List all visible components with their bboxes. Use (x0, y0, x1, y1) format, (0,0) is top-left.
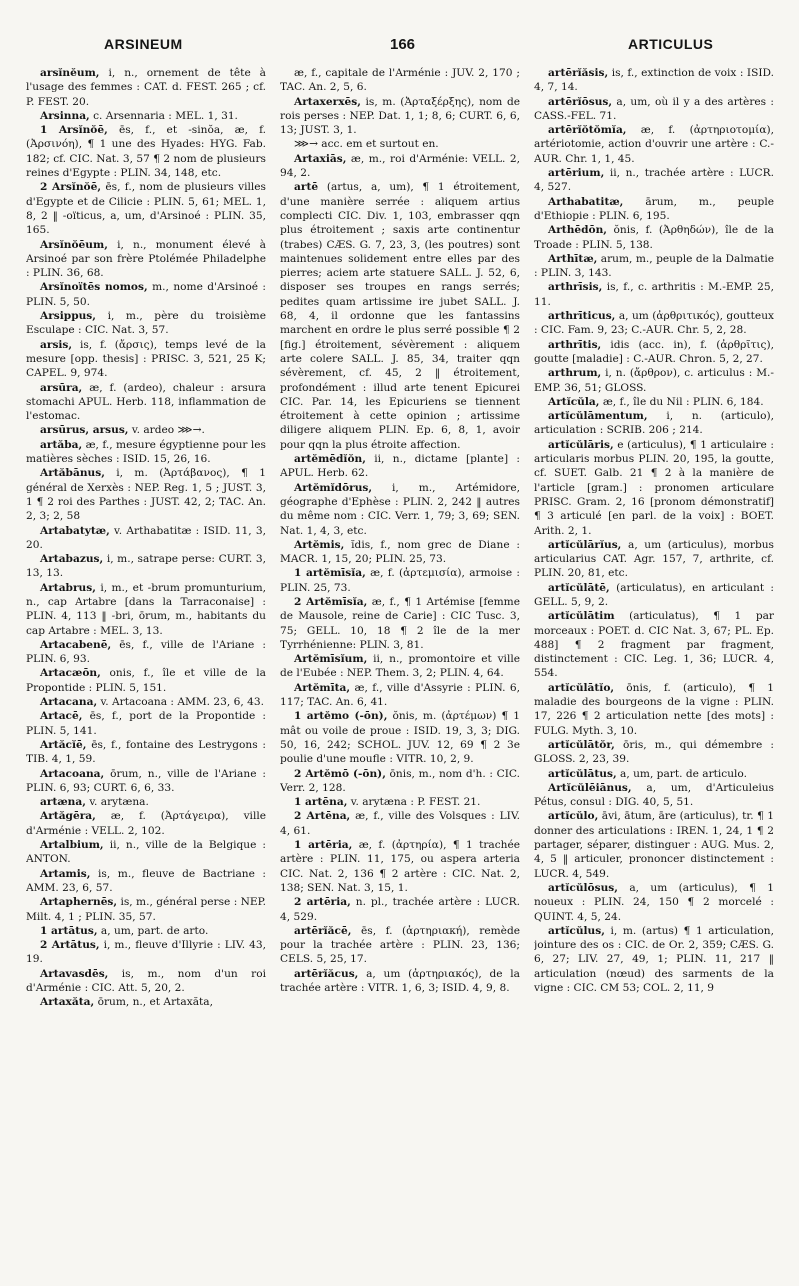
dictionary-entry (534, 280, 774, 309)
entry-headword: 1 artēria, (294, 839, 353, 852)
entry-headword: Artabatytæ, (40, 524, 110, 537)
entry-definition: ōnis, m., nom d'h. : CIC. Verr. 2, 128. (280, 767, 520, 794)
dictionary-entry (280, 595, 520, 652)
dictionary-entry (26, 709, 266, 738)
entry-definition: ēs, f. (ἀρτηριακή), remède pour la trachée artère : PLIN. 23, 136; CELS. 5, 25, 17. (280, 924, 520, 966)
entry-headword: 1 artĕmo (-ōn), (294, 710, 388, 723)
entry-headword: arthrīticus, (548, 310, 616, 323)
entry-headword: artērĭōsus, (548, 95, 613, 108)
entry-headword: Artaxerxēs, (294, 95, 361, 108)
dictionary-entry (280, 838, 520, 895)
entry-definition: a, um, part. de articulo. (620, 767, 747, 780)
dictionary-entry (280, 152, 520, 181)
dictionary-entry (26, 767, 266, 796)
entry-definition: æ, f., capitale de l'Arménie : JUV. 2, 170 ; TAC. An. 2, 5, 6. (280, 67, 520, 94)
entry-definition: ōrum, n., ville de l'Ariane : PLIN. 6, 93; CURT. 6, 6, 33. (26, 767, 266, 794)
dictionary-entry (26, 995, 266, 1009)
entry-definition: ēs, f., fontaine des Lestrygons : TIB. 4, 1, 59. (26, 738, 266, 766)
dictionary-entry (26, 867, 266, 896)
dictionary-entry (280, 967, 520, 996)
entry-definition: ēs, f., ville de l'Ariane : PLIN. 6, 93. (26, 638, 266, 666)
column-left (26, 66, 266, 1010)
entry-definition: ōrum, n., et Artaxăta, (97, 996, 213, 1009)
dictionary-entry (26, 638, 266, 667)
page-header (26, 36, 777, 66)
entry-definition: v. ardeo ⋙→. (131, 424, 205, 437)
entry-definition: is, m. (Ἀρταξέρξης), nom de rois perses : NEP. Dat. 1, 1; 8, 6; CURT. 6, 6, 13; JUST. 3, 1. (280, 95, 520, 137)
entry-definition: arum, m., peuple de la Dalmatie : PLIN. 3, 143. (534, 252, 774, 280)
dictionary-entry (280, 566, 520, 595)
entry-headword: artērium, (548, 167, 605, 180)
entry-definition: ĭdis, f., nom grec de Diane : MACR. 1, 15, 20; PLIN. 25, 73. (280, 538, 520, 566)
dictionary-entry (26, 381, 266, 424)
entry-headword: artĭcŭlātim (548, 610, 615, 623)
entry-definition: is, f., extinction de voix : ISID. 4, 7, 14. (534, 67, 774, 94)
dictionary-entry (280, 924, 520, 967)
entry-headword: Artacæōn, (40, 667, 101, 680)
text-columns (26, 66, 777, 1010)
dictionary-entry (280, 452, 520, 481)
entry-headword: Arsippus, (40, 310, 96, 323)
entry-definition: i, n. (articulo), articulation : SCRIB. 206 ; 214. (534, 410, 774, 437)
entry-definition: æ, f. (Ἀρτάγειρα), ville d'Arménie : VELL. 2, 102. (26, 810, 266, 837)
entry-headword: artĭcŭlo, (548, 810, 599, 823)
entry-headword: Artabazus, (40, 553, 104, 566)
entry-headword: artērĭŏtŏmĭa, (548, 124, 627, 137)
entry-definition: a, um (articulus), ¶ 1 noueux : PLIN. 24, 150 ¶ 2 morcelé : QUINT. 4, 5, 24. (534, 881, 774, 923)
entry-definition: a, um, d'Articuleius Pétus, consul : DIG. 40, 5, 51. (534, 781, 774, 809)
dictionary-entry (534, 366, 774, 395)
entry-definition: e (articulus), ¶ 1 articulaire : articularis morbus PLIN. 20, 195, la goutte, cf. SUET. Galb. 21 ¶ 2 à la manière de l'article [gram.] : pronomen articulare PRISC. Gram. 2, 16 [pronom démonstratif] ¶ 3 articulé [en parl. de la voix] : BOET. Arith. 2, 1. (534, 438, 774, 537)
entry-headword: 1 artēna, (294, 796, 348, 809)
dictionary-entry (280, 709, 520, 766)
entry-definition: i, m., et -brum promunturium, n., cap Artabre [dans la Tarraconaise] : PLIN. 4, 113 ‖ -bri, ōrum, m., habitants du cap Artabre : MEL. 3, 13. (26, 581, 266, 637)
entry-headword: 1 artātus, (40, 924, 98, 937)
entry-headword: artĕmēdĭŏn, (294, 453, 366, 466)
entry-definition: v. Artacoana : AMM. 23, 6, 43. (100, 696, 264, 709)
dictionary-entry (280, 652, 520, 681)
entry-headword: Artacana, (40, 696, 98, 709)
dictionary-entry (280, 681, 520, 710)
entry-definition: i, m. (Ἀρτάβανος), ¶ 1 général de Xerxès : NEP. Reg. 1, 5 ; JUST. 3, 1 ¶ 2 roi des Parthes : JUST. 42, 2; TAC. An. 2, 3; 2, 58 (26, 467, 266, 523)
entry-headword: Artĕmĭdōrus, (294, 481, 373, 494)
entry-definition: ēs, f., et -sinŏa, æ, f. (Ἀρσινόη), ¶ 1 une des Hyades: HYG. Fab. 182; cf. CIC. Nat. 3, 57 ¶ 2 nom de plusieurs reines d'Egypte : PLIN. 34, 148, etc. (26, 124, 266, 180)
entry-headword: artē (294, 181, 319, 194)
entry-definition: is, m., nom d'un roi d'Arménie : CIC. Att. 5, 20, 2. (26, 967, 266, 994)
entry-definition: æ, f., ville d'Assyrie : PLIN. 6, 117; TAC. An. 6, 41. (280, 681, 520, 709)
entry-headword: 2 Artĕmō (-ōn), (294, 767, 386, 780)
dictionary-entry (26, 309, 266, 338)
entry-headword: 1 artĕmīsĭa, (294, 567, 366, 580)
dictionary-entry (26, 738, 266, 767)
dictionary-entry (534, 738, 774, 767)
dictionary-entry (26, 280, 266, 309)
dictionary-entry (534, 581, 774, 610)
entry-headword: arsūra, (40, 381, 83, 394)
entry-headword: artĭcŭlātĭo, (548, 681, 615, 694)
entry-headword: Arsinna, (40, 109, 90, 122)
entry-headword: artērĭăcus, (294, 967, 359, 980)
entry-headword: artĭcŭlātus, (548, 767, 617, 780)
entry-definition: (articulatus), ¶ 1 par morceaux : POET. d. CIC Nat. 3, 67; PL. Ep. 488] ¶ 2 fragment par fragment, distinctement : CIC. Leg. 1, 36; LUCR. 4, 554. (534, 610, 774, 680)
entry-definition: æ, f. (ἀρτηριοτομία), artériotomie, action d'ouvrir une artère : C.-AUR. Chr. 1, 1, 45. (534, 124, 774, 165)
dictionary-entry (280, 809, 520, 838)
entry-definition: a, um (ἀρτηριακός), de la trachée artère : VITR. 1, 6, 3; ISID. 4, 9, 8. (280, 967, 520, 994)
dictionary-entry (26, 666, 266, 695)
entry-definition: ēs, f., nom de plusieurs villes d'Egypte et de Cilicie : PLIN. 5, 61; MEL. 1, 8, 2 ‖ -oïticus, a, um, d'Arsinoé : PLIN. 35, 165. (26, 181, 266, 237)
dictionary-entry (26, 695, 266, 709)
entry-headword: Arsĭnŏēum, (40, 238, 108, 251)
dictionary-entry (26, 423, 266, 437)
entry-headword: Artacoana, (40, 767, 105, 780)
entry-headword: arthrīsis, (548, 281, 603, 294)
column-right (534, 66, 774, 1010)
dictionary-entry (280, 767, 520, 796)
entry-headword: Artĭcŭlēiānus, (548, 781, 632, 794)
dictionary-entry (534, 166, 774, 195)
entry-headword: Artamis, (40, 867, 91, 880)
entry-definition: æ, f., île du Nil : PLIN. 6, 184. (602, 395, 764, 408)
entry-definition: i, m. (artus) ¶ 1 articulation, jointure des os : CIC. de Or. 2, 359; CÆS. G. 6, 27; LIV. 27, 49, 1; PLIN. 11, 217 ‖ articulation (nœud) des sarments de la vigne : CIC. CM 53; COL. 2, 11, 9 (534, 924, 774, 994)
entry-headword: artæna, (40, 796, 86, 809)
dictionary-entry (280, 180, 520, 452)
entry-definition: is, m., général perse : NEP. Milt. 4, 1 ; PLIN. 35, 57. (26, 896, 266, 923)
entry-definition: c. Arsennaria : MEL. 1, 31. (93, 109, 238, 122)
left-running-head: ARSINEUM (104, 36, 183, 52)
entry-headword: Artăgēra, (40, 810, 96, 823)
dictionary-entry (26, 109, 266, 123)
entry-definition: āvi, ātum, āre (articulus), tr. ¶ 1 donner des articulations : IREN. 1, 24, 1 ¶ 2 partager, séparer, distinguer : AUG. Mus. 2, 4, 5 ‖ articuler, prononcer distinctement : LUCR. 4, 549. (534, 810, 774, 880)
entry-definition: (artus, a, um), ¶ 1 étroitement, d'une manière serrée : aliquem artius complecti CIC. Div. 1, 103, embrasser qqn plus étroitement ; saxis arte continentur (trabes) CÆS. G. 7, 23, 3, (les poutres) sont maintenues solidement entre elles par des pierres; aciem arte statuere SALL. J. 52, 6, disposer ses troupes en rangs serrés; pedites quam artissime ire jubet SALL. J. 68, 4, il ordonne que les fantassins marchent en ordre le plus serré possible ¶ 2 [fig.] étroitement, sévèrement : aliquem arte colere SALL. J. 85, 34, traiter qqn sévèrement, cf. 45, 2 ‖ étroitement, profondément : illud arte tenent Epicurei CIC. Par. 14, les Epicuriens se tiennent étroitement à cette opinion ; artissime diligere aliquem PLIN. Ep. 6, 8, 1, avoir pour qqn la plus étroite affection. (280, 181, 520, 451)
entry-headword: Artăcĭē, (40, 738, 87, 751)
entry-definition: æ, f., mesure égyptienne pour les matières sèches : ISID. 15, 26, 16. (26, 438, 266, 466)
dictionary-entry (534, 781, 774, 810)
entry-definition: ēs, f., port de la Propontide : PLIN. 5, 141. (26, 710, 266, 737)
dictionary-entry (26, 581, 266, 638)
dictionary-entry (534, 123, 774, 166)
entry-headword: 2 Artēna, (294, 810, 351, 823)
entry-definition: ārum, m., peuple d'Ethiopie : PLIN. 6, 195. (534, 195, 774, 222)
entry-headword: Arthēdōn, (548, 224, 608, 237)
entry-headword: 2 Artātus, (40, 939, 100, 952)
entry-definition: i, n., monument élevé à Arsinoé par son frère Ptolémée Philadelphe : PLIN. 36, 68. (26, 238, 266, 280)
entry-headword: arthrītis, (548, 338, 602, 351)
entry-definition: ŏnis, m. (ἀρτέμων) ¶ 1 mât ou voile de proue : ISID. 19, 3, 3; DIG. 50, 16, 242; SCHOL. JUV. 12, 69 ¶ 2 3e poulie d'une moufle : VITR. 10, 2, 9. (280, 710, 520, 766)
entry-definition: i, m., père du troisième Esculape : CIC. Nat. 3, 57. (26, 310, 266, 337)
dictionary-entry (534, 881, 774, 924)
dictionary-entry (26, 924, 266, 938)
entry-headword: artĭcŭlārĭus, (548, 538, 622, 551)
entry-headword: 1 Arsĭnŏē, (40, 124, 108, 137)
dictionary-entry (534, 252, 774, 281)
entry-definition: onis, f., île et ville de la Propontide : PLIN. 5, 151. (26, 667, 266, 694)
dictionary-entry (534, 338, 774, 367)
entry-headword: Arthabatitæ, (548, 195, 624, 208)
dictionary-entry (26, 795, 266, 809)
entry-definition: æ, f., ¶ 1 Artémise [femme de Mausole, reine de Carie] : CIC Tusc. 3, 75; GELL. 10, 18 ¶ 2 île de la mer Tyrrhénienne: PLIN. 3, 81. (280, 595, 520, 651)
entry-definition: ii, n., trachée artère : LUCR. 4, 527. (534, 167, 774, 194)
entry-headword: Artacabenē, (40, 638, 112, 651)
entry-definition: is, f., c. arthritis : M.-EMP. 25, 11. (534, 281, 774, 308)
dictionary-entry (534, 924, 774, 995)
entry-definition: a, um (ἀρθριτικός), goutteux : CIC. Fam. 9, 23; C.-AUR. Chr. 5, 2, 28. (534, 310, 774, 337)
dictionary-entry (280, 137, 520, 151)
dictionary-entry (534, 395, 774, 409)
entry-headword: artĭcŭlōsus, (548, 881, 618, 894)
entry-headword: arsĭnĕum, (40, 67, 100, 79)
entry-headword: Artăbānus, (40, 467, 105, 480)
entry-headword: Artĭcŭla, (548, 395, 600, 408)
dictionary-entry (534, 95, 774, 124)
dictionary-entry (26, 338, 266, 381)
dictionary-entry (534, 681, 774, 738)
entry-headword: artĭcŭlātŏr, (548, 738, 615, 751)
entry-headword: 2 artēria, (294, 896, 351, 909)
entry-headword: arsis, (40, 338, 73, 351)
dictionary-entry (534, 767, 774, 781)
dictionary-entry (280, 481, 520, 538)
entry-headword: Artĕmīsĭum, (294, 653, 368, 666)
entry-headword: Artacē, (40, 710, 83, 723)
dictionary-entry (534, 66, 774, 95)
right-running-head: ARTICULUS (628, 36, 714, 52)
dictionary-entry (26, 809, 266, 838)
entry-headword: 2 Arsĭnŏē, (40, 181, 102, 194)
entry-headword: arthrum, (548, 367, 602, 380)
entry-definition: (articulatus), en articulant : GELL. 5, 9, 2. (534, 581, 774, 608)
dictionary-entry (280, 95, 520, 138)
dictionary-entry (534, 809, 774, 880)
entry-definition: i, n., ornement de tête à l'usage des femmes : CAT. d. FEST. 265 ; cf. P. FEST. 20. (26, 67, 266, 108)
entry-headword: Artaxăta, (40, 996, 95, 1009)
entry-definition: ōris, m., qui démembre : GLOSS. 2, 23, 39. (534, 738, 774, 766)
entry-headword: arsūrus, arsus, (40, 424, 129, 437)
entry-headword: artăba, (40, 438, 83, 451)
entry-definition: i, m., satrape perse: CURT. 3, 13, 13. (26, 553, 266, 580)
entry-definition: idis (acc. in), f. (ἀρθρῖτις), goutte [maladie] : C.-AUR. Chron. 5, 2, 27. (534, 338, 774, 365)
dictionary-entry (26, 938, 266, 967)
entry-definition: i, m., fleuve d'Illyrie : LIV. 43, 19. (26, 939, 266, 966)
entry-definition: ii, n., dictame [plante] : APUL. Herb. 62. (280, 453, 520, 480)
entry-definition: ii, n., ville de la Belgique : ANTON. (26, 839, 266, 866)
dictionary-entry (534, 195, 774, 224)
dictionary-entry (26, 524, 266, 553)
entry-definition: v. arytæna. (89, 796, 149, 809)
entry-definition: i, m., Artémidore, géographe d'Ephèse : PLIN. 2, 242 ‖ autres du même nom : CIC. Verr. 1, 79; 3, 69; SEN. Nat. 1, 4, 3, etc. (280, 481, 520, 537)
entry-definition: æ, m., roi d'Arménie: VELL. 2, 94, 2. (280, 152, 520, 180)
dictionary-entry (534, 409, 774, 438)
dictionary-entry (280, 66, 520, 95)
entry-definition: ii, n., promontoire et ville de l'Eubée : NEP. Them. 3, 2; PLIN. 4, 64. (280, 653, 520, 680)
entry-definition: is, m., fleuve de Bactriane : AMM. 23, 6, 57. (26, 867, 266, 894)
dictionary-entry (534, 538, 774, 581)
entry-definition: a, um, où il y a des artères : CASS.-FEL. 71. (534, 95, 774, 122)
dictionary-entry (26, 238, 266, 281)
dictionary-entry (280, 795, 520, 809)
dictionary-entry (534, 223, 774, 252)
dictionary-entry (26, 438, 266, 467)
dictionary-entry (280, 538, 520, 567)
entry-definition: v. Arthabatitæ : ISID. 11, 3, 20. (26, 524, 266, 551)
dictionary-entry (26, 123, 266, 180)
entry-headword: Artĕmis, (294, 538, 345, 551)
entry-headword: artērĭăsis, (548, 67, 609, 79)
entry-headword: artērĭăcē, (294, 924, 352, 937)
entry-headword: Artaxiās, (294, 152, 347, 165)
dictionary-entry (26, 66, 266, 109)
entry-definition: i, n. (ἄρθρον), c. articulus : M.-EMP. 36, 51; GLOSS. (534, 367, 774, 394)
page-number: 166 (390, 36, 416, 53)
entry-definition: m., nome d'Arsinoé : PLIN. 5, 50. (26, 281, 266, 308)
dictionary-entry (26, 466, 266, 523)
dictionary-entry (534, 609, 774, 680)
dictionary-entry (534, 309, 774, 338)
entry-definition: æ, f. (ardeo), chaleur : arsura stomachi APUL. Herb. 118, inflammation de l'estomac. (26, 381, 266, 423)
dictionary-entry (26, 180, 266, 237)
dictionary-entry (26, 895, 266, 924)
entry-definition: a, um (articulus), morbus articularius CAT. Agr. 157, 7, arthrite, cf. PLIN. 20, 81, etc. (534, 538, 774, 580)
entry-definition: ŏnis, f. (Ἀρθηδών), île de la Troade : PLIN. 5, 138. (534, 224, 774, 251)
dictionary-entry (280, 895, 520, 924)
entry-definition: v. arytæna : P. FEST. 21. (350, 796, 481, 809)
dictionary-entry (26, 552, 266, 581)
column-middle (280, 66, 520, 1010)
entry-definition: ⋙→ acc. em et surtout en. (294, 138, 439, 151)
dictionary-entry (534, 438, 774, 538)
entry-headword: artĭcŭlāmentum, (548, 410, 648, 423)
dictionary-entry (26, 967, 266, 996)
entry-headword: artĭcŭlātē, (548, 581, 610, 594)
entry-headword: Arsĭnoïtēs nomos, (40, 281, 148, 294)
dictionary-entry (26, 838, 266, 867)
entry-headword: Artabrus, (40, 581, 96, 594)
entry-definition: is, f. (ἄρσις), temps levé de la mesure [opp. thesis] : PRISC. 3, 521, 25 K; CAPEL. 9, 974. (26, 338, 266, 380)
entry-headword: Artaphernēs, (40, 896, 118, 909)
entry-definition: a, um, part. de arto. (100, 924, 209, 937)
entry-headword: Arthītæ, (548, 252, 598, 265)
entry-headword: Artavasdēs, (40, 967, 109, 980)
entry-headword: Artĕmīta, (294, 681, 351, 694)
entry-definition: n. pl., trachée artère : LUCR. 4, 529. (280, 896, 520, 923)
entry-definition: æ, f. (ἀρτεμισία), armoise : PLIN. 25, 73. (280, 567, 520, 594)
entry-headword: 2 Artĕmīsĭa, (294, 595, 368, 608)
entry-definition: ōnis, f. (articulo), ¶ 1 maladie des bourgeons de la vigne : PLIN. 17, 226 ¶ 2 articulation nette [des mots] : FULG. Myth. 3, 10. (534, 681, 774, 737)
entry-definition: æ, f. (ἀρτηρία), ¶ 1 trachée artère : PLIN. 11, 175, ou aspera arteria CIC. Nat. 2, 136 ¶ 2 artère : CIC. Nat. 2, 138; SEN. Nat. 3, 15, 1. (280, 839, 520, 894)
entry-headword: artĭcŭlus, (548, 924, 605, 937)
entry-headword: Artalbium, (40, 839, 104, 852)
entry-definition: æ, f., ville des Volsques : LIV. 4, 61. (280, 810, 520, 837)
entry-headword: artĭcŭlāris, (548, 438, 614, 451)
